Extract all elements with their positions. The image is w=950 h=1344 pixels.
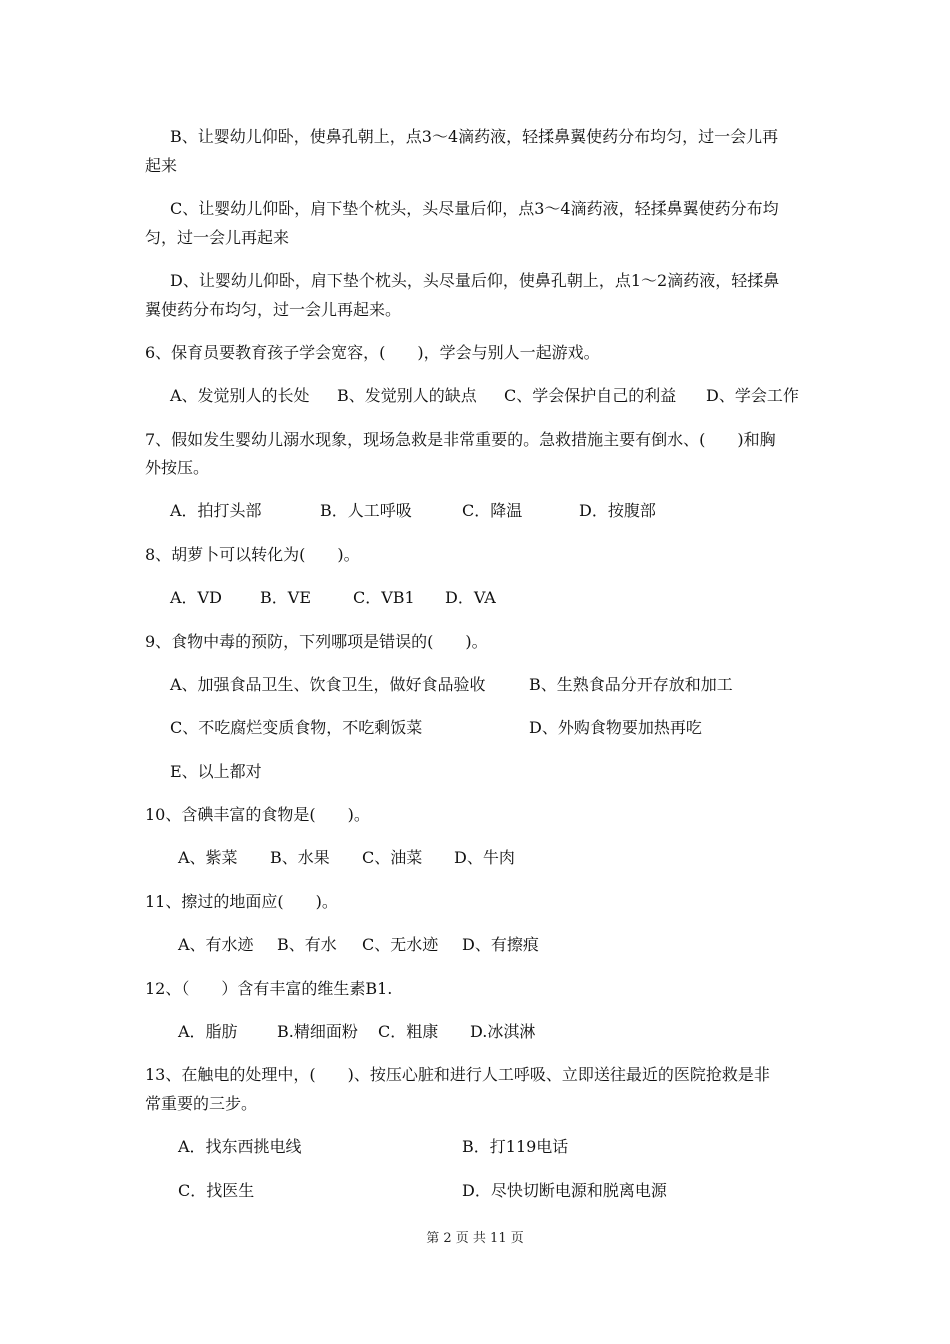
q7-option-c: C．降温 [462,501,523,520]
q12-option-c: C．粗康 [378,1022,439,1041]
q5-option-d-line2: 翼使药分布均匀，过一会儿再起来。 [145,300,402,319]
q11-option-d: D、有擦痕 [462,935,539,954]
q8-option-a: A．VD [170,588,222,607]
q9-option-a: A、加强食品卫生、饮食卫生，做好食品验收 [170,675,486,694]
q13-option-b: B．打119电话 [462,1137,569,1156]
q13-option-d: D．尽快切断电源和脱离电源 [462,1181,667,1200]
page-number-footer: 第 2 页 共 11 页 [426,1231,524,1246]
q13-stem-line2: 常重要的三步。 [145,1094,258,1113]
q10-option-a: A、紫菜 [178,848,238,867]
q6-option-c: C、学会保护自己的利益 [504,386,677,405]
q10-option-c: C、油菜 [362,848,423,867]
q13-option-a: A．找东西挑电线 [178,1137,302,1156]
q8-option-b: B．VE [260,588,311,607]
q9-option-c: C、不吃腐烂变质食物，不吃剩饭菜 [170,718,423,737]
q10-option-b: B、水果 [270,848,330,867]
q7-stem-line2: 外按压。 [145,458,210,477]
q13-option-c: C．找医生 [178,1181,255,1200]
q10-option-d: D、牛肉 [454,848,515,867]
q13-stem-line1: 13、在触电的处理中，( )、按压心脏和进行人工呼吸、立即送往最近的医院抢救是非 [145,1065,770,1084]
q9-stem: 9、食物中毒的预防，下列哪项是错误的( )。 [145,632,488,651]
q12-option-d: D.冰淇淋 [470,1022,536,1041]
q12-stem: 12、（ ）含有丰富的维生素B1. [145,979,393,998]
q9-option-e: E、以上都对 [170,762,262,781]
q6-stem: 6、保育员要教育孩子学会宽容，( )，学会与别人一起游戏。 [145,343,600,362]
q5-option-b-line1: B、让婴幼儿仰卧，使鼻孔朝上，点3～4滴药液，轻揉鼻翼使药分布均匀，过一会儿再 [170,127,779,146]
q6-option-b: B、发觉别人的缺点 [337,386,477,405]
q7-option-b: B．人工呼吸 [320,501,412,520]
q12-option-b: B.精细面粉 [277,1022,358,1041]
q7-option-a: A．拍打头部 [170,501,262,520]
q11-stem: 11、擦过的地面应( )。 [145,892,338,911]
q6-option-a: A、发觉别人的长处 [170,386,310,405]
q8-stem: 8、胡萝卜可以转化为( )。 [145,545,360,564]
q8-option-c: C．VB1 [353,588,415,607]
q7-option-d: D．按腹部 [579,501,656,520]
q5-option-c-line2: 匀，过一会儿再起来 [145,228,290,247]
q11-option-b: B、有水 [277,935,337,954]
q7-stem-line1: 7、假如发生婴幼儿溺水现象，现场急救是非常重要的。急救措施主要有倒水、( )和胸 [145,430,776,449]
q8-option-d: D．VA [445,588,496,607]
q5-option-c-line1: C、让婴幼儿仰卧，肩下垫个枕头，头尽量后仰，点3～4滴药液，轻揉鼻翼使药分布均 [170,199,779,218]
q5-option-b-line2: 起来 [145,156,178,175]
q6-option-d: D、学会工作 [706,386,799,405]
q10-stem: 10、含碘丰富的食物是( )。 [145,805,370,824]
q11-option-a: A、有水迹 [178,935,254,954]
q5-option-d-line1: D、让婴幼儿仰卧，肩下垫个枕头，头尽量后仰，使鼻孔朝上，点1～2滴药液，轻揉鼻 [170,271,780,290]
q12-option-a: A．脂肪 [178,1022,238,1041]
q11-option-c: C、无水迹 [362,935,439,954]
q9-option-d: D、外购食物要加热再吃 [529,718,702,737]
q9-option-b: B、生熟食品分开存放和加工 [529,675,733,694]
